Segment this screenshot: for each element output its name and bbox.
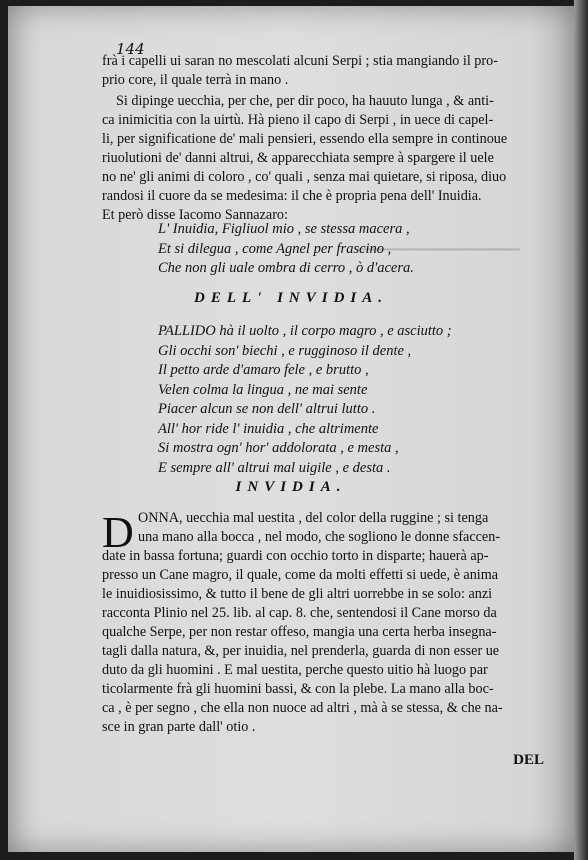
main-first-line — [138, 509, 532, 528]
verse-sannazaro — [158, 220, 538, 279]
text-line: date in bassa fortuna; guardi con occhio torto in disparte; hauerà ap- — [102, 548, 489, 564]
text-line: frà i capelli ui saran no mescolati alcuni Serpi ; stia mangiando il pro- — [102, 53, 498, 69]
verse-line: Et si dilegua , come Agnel per frascino , — [158, 240, 392, 257]
verse-line: Il petto arde d'amaro fele , e brutto , — [158, 362, 369, 378]
main-paragraph — [102, 528, 532, 737]
show-through: ▁▁▁▁▁▁▁▁▁▁▁▁▁▁▁ — [358, 236, 520, 251]
text-line: no ne' gli animi di coloro , co' quali , senza mai quietare, si riposa, diuo — [102, 169, 507, 185]
text-line: le inuidiosissimo, & tutto il bene de gli altri uorrebbe in se solo: anzi — [102, 586, 493, 602]
page-number: 144 — [116, 40, 145, 58]
verse-line: All' hor ride l' inuidia , che altrimente — [158, 420, 379, 437]
second-paragraph — [102, 92, 532, 225]
verse-line: PALLIDO hà il uolto , il corpo magro , e asciutto ; — [158, 323, 452, 339]
text-line: qualche Serpe, per non restar offeso, mangia una certa herba insegna- — [102, 624, 497, 640]
verse-line: L' Inuidia, Figliuol mio , se stessa macera , — [158, 221, 410, 237]
text-line: racconta Plinio nel 25. lib. al cap. 8. che, sentendosi il Cane morso da — [102, 605, 497, 621]
text-line: li, per significatione de' mali pensieri, essendo ella sempre in continoue — [102, 131, 508, 147]
catchword: DEL — [513, 752, 544, 768]
text-line: riuolutioni de' danni altrui, & apparecchiata sempre à spargere il uele — [102, 150, 494, 166]
text-line: duto da gli huomini . E mal uestita, perche questo uitio hà luogo par — [102, 662, 488, 678]
text-line: ticolarmente frà gli huomini bassi, & con la plebe. La mano alla boc- — [102, 681, 494, 697]
text-line: una mano alla bocca , nel modo, che sogliono le donne sfaccen- — [138, 529, 501, 545]
text-line: randosi il cuore da se medesima: il che è propria pena dell' Inuidia. — [102, 188, 482, 204]
text-line: Et però disse Iacomo Sannazaro: — [102, 207, 288, 223]
verse-line: Gli occhi son' biechi , e rugginoso il dente , — [158, 342, 412, 359]
text-line: sce in gran parte dall' otio . — [102, 719, 256, 735]
top-paragraph — [102, 52, 532, 90]
verse-line: Velen colma la lingua , ne mai sente — [158, 381, 368, 398]
verse-line: Si mostra ogn' hor' addolorata , e mesta , — [158, 440, 399, 456]
text-line: ca inimicitia con la uirtù. Hà pieno il capo di Serpi , in uece di capel- — [102, 112, 494, 128]
verse-line: Piacer alcun se non dell' altrui lutto . — [158, 401, 376, 417]
text-line: Si dipinge uecchia, per che, per dir poco, ha hauuto lunga , & anti- — [116, 93, 494, 109]
text-line: ONNA, uecchia mal uestita , del color della ruggine ; si tenga — [138, 510, 489, 526]
verse-line: E sempre all' altrui mal uigile , e desta . — [158, 459, 391, 476]
text-line: presso un Cane magro, il quale, come da molti effetti si uede, è anima — [102, 567, 499, 583]
section-heading: INVIDIA. — [235, 479, 347, 495]
section-heading: DELL' INVIDIA. — [193, 290, 389, 306]
verse-line: Che non gli uale ombra di cerro , ò d'acera. — [158, 260, 414, 276]
text-line: ca , è per segno , che ella non nuoce ad altri , mà à se stessa, & che na- — [102, 700, 503, 716]
text-line: prio core, il quale terrà in mano . — [102, 72, 289, 88]
book-edge — [574, 0, 588, 860]
text-line: tagli dalla natura, &, per inuidia, nel prenderla, guarda di non esser ue — [102, 643, 500, 659]
book-page — [8, 6, 574, 852]
poem-invidia — [158, 322, 538, 478]
drop-capital: D — [102, 508, 134, 557]
